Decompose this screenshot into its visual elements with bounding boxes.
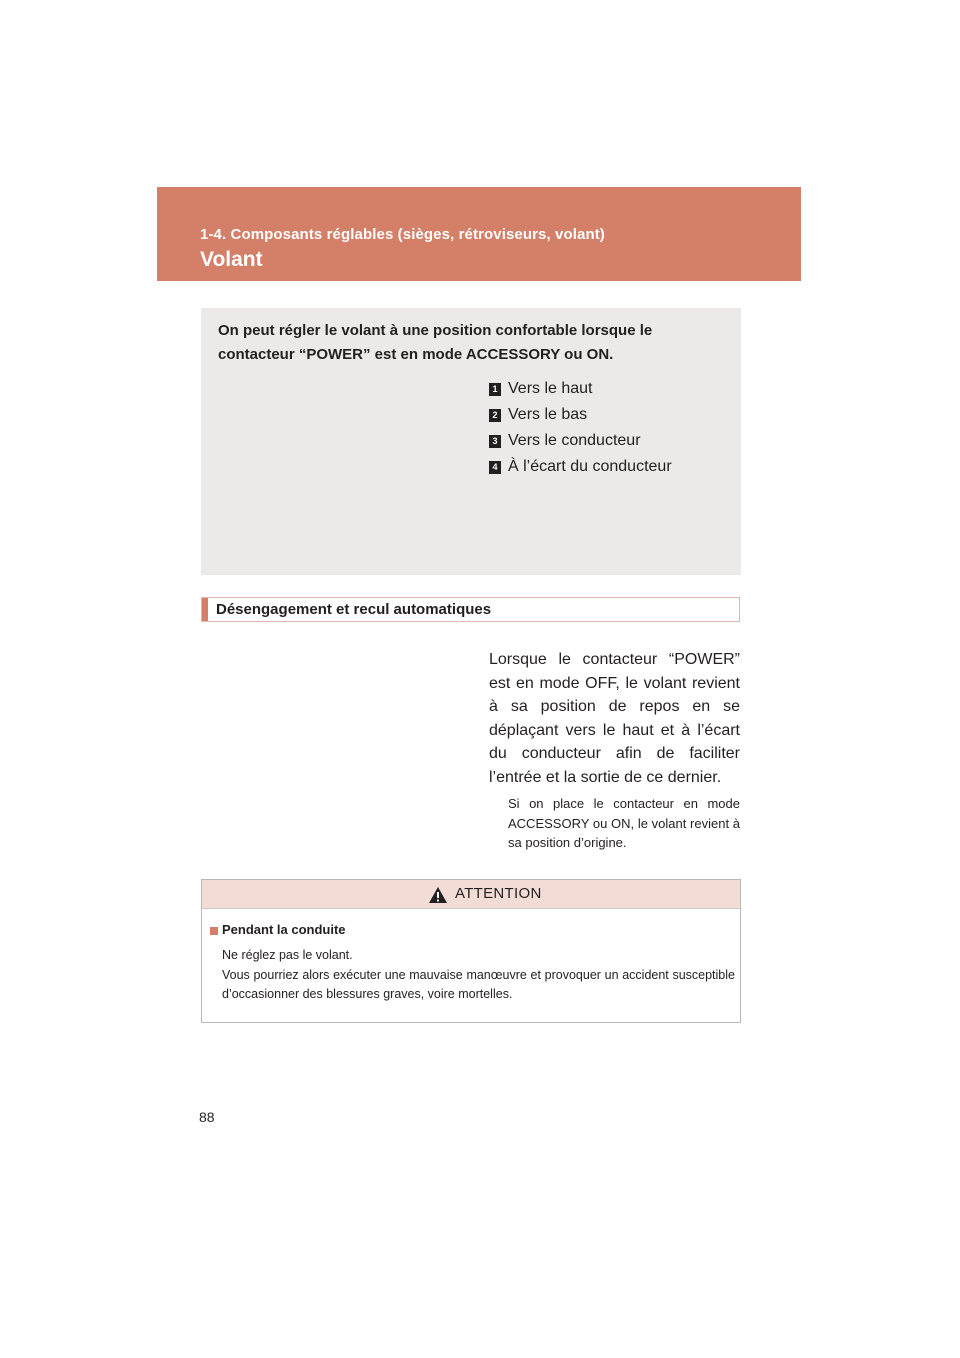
list-item-label: Vers le bas [508,406,588,423]
list-item-label: À l’écart du conducteur [508,458,672,475]
page-title: Volant [200,248,263,271]
warning-icon [428,886,448,904]
attention-line: Vous pourriez alors exécuter une mauvaise manœuvre et provoquer un accident susceptible d’occasionner des blessures graves, voire mortelles. [222,967,735,1001]
number-badge: 2 [489,409,501,422]
heading-accent-bar [202,598,208,621]
subsection-heading [201,597,740,622]
chapter-header [157,187,801,281]
number-badge: 1 [489,383,501,396]
attention-title: ATTENTION [455,885,542,902]
bullet-square-icon [210,927,218,935]
subsection-heading-text: Désengagement et recul automatiques [216,601,492,618]
attention-body [222,946,735,1005]
number-badge: 4 [489,461,501,474]
number-badge: 3 [489,435,501,448]
intro-panel [201,308,741,575]
attention-line: Ne réglez pas le volant. [222,948,353,962]
intro-text: On peut régler le volant à une position confortable lorsque le contacteur “POWER” est en mode ACCESSORY ou ON. [218,322,653,363]
attention-header [202,880,740,909]
list-item-label: Vers le conducteur [508,432,641,449]
attention-subheading: Pendant la conduite [222,922,346,937]
attention-box [201,879,741,1023]
page-number: 88 [199,1109,215,1125]
section-label: 1-4. Composants réglables (sièges, rétroviseurs, volant) [200,226,605,243]
note-paragraph: Si on place le contacteur en mode ACCESSORY ou ON, le volant revient à sa position d’origine. [508,796,740,850]
body-paragraph: Lorsque le contacteur “POWER” est en mode OFF, le volant revient à sa position de repos en se déplaçant vers le haut et à l’écart du conducteur afin de faciliter l’entrée et la sortie de ce dernier. [489,651,740,786]
list-item-label: Vers le haut [508,380,593,397]
